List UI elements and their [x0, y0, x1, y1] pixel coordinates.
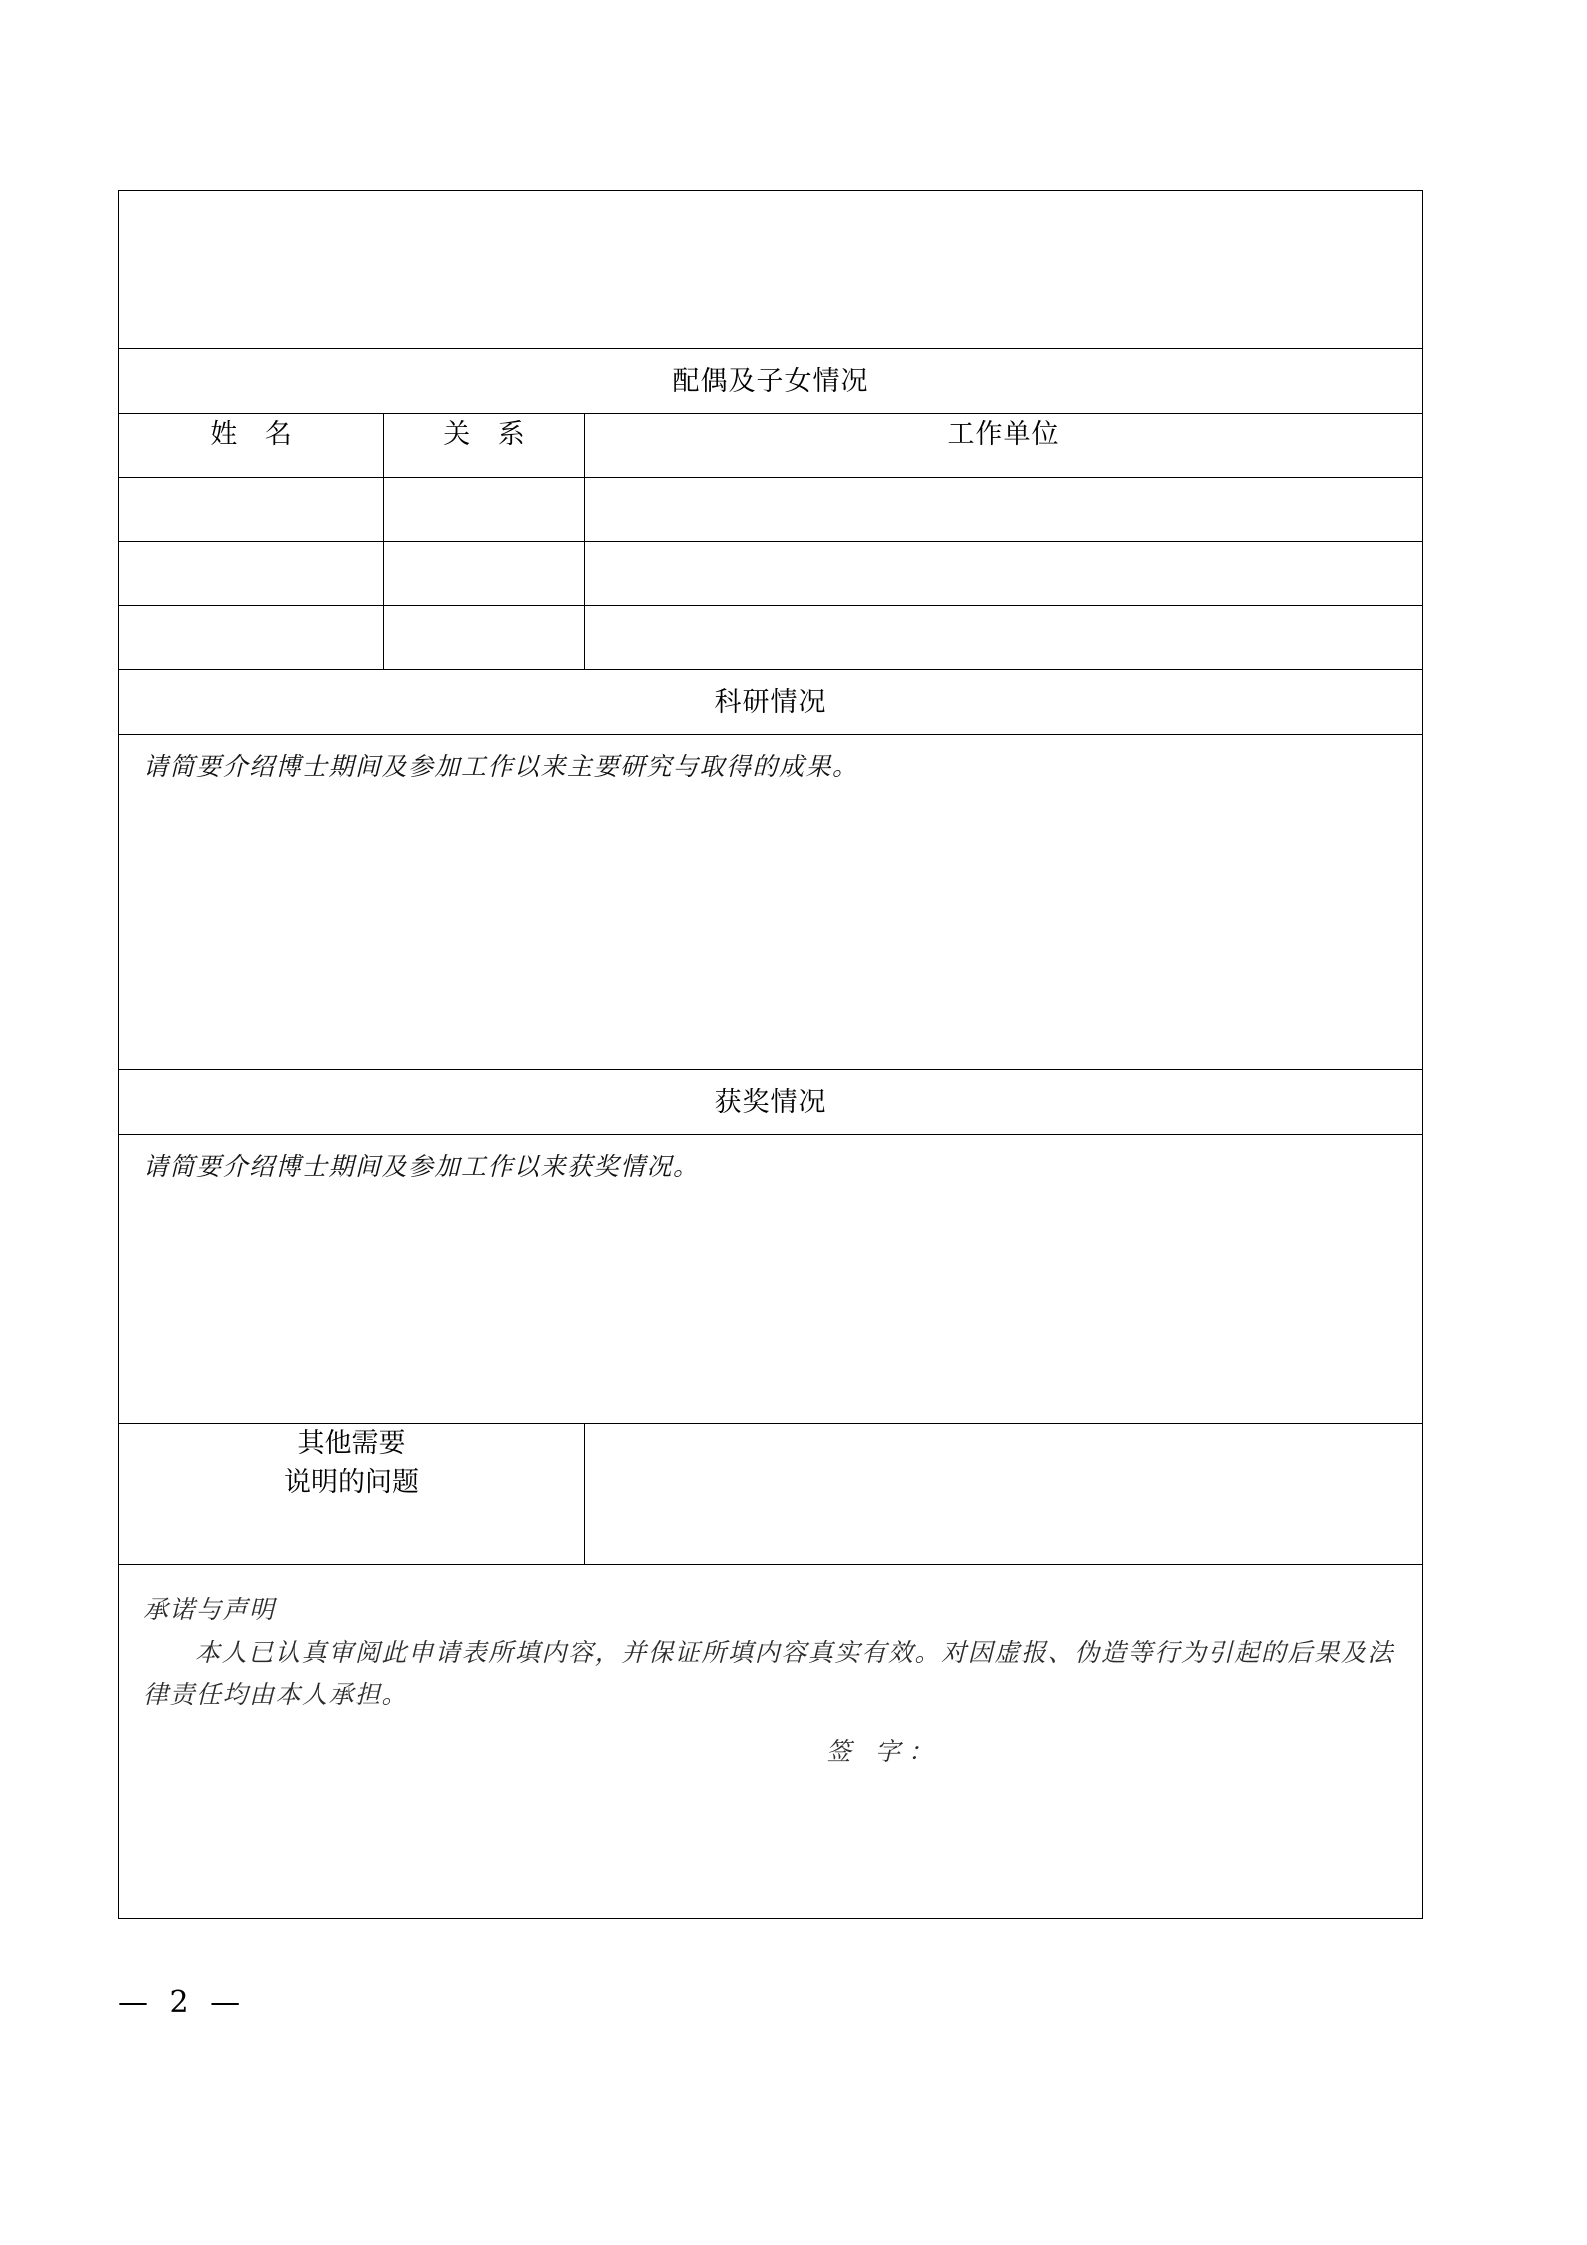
declaration-body: 本人已认真审阅此申请表所填内容，并保证所填内容真实有效。对因虚报、伪造等行为引起的后果及法律责任均由本人承担。 [143, 1638, 1395, 1709]
table-row-research-body [119, 735, 1423, 1070]
declaration-signature-label[interactable]: 签 字： [826, 1736, 941, 1766]
research-section-input[interactable] [119, 735, 1423, 1070]
declaration-block [119, 1565, 1422, 1772]
table-row [119, 606, 1423, 670]
table-row-research-title [119, 670, 1423, 735]
table-row-top-continuation [119, 191, 1423, 349]
family-column-header-relation [384, 414, 585, 478]
family-column-header-name-label: 姓 名 [210, 419, 302, 449]
family-cell-relation-2[interactable] [384, 542, 585, 606]
research-section-prompt: 请简要介绍博士期间及参加工作以来主要研究与取得的成果。 [143, 752, 859, 781]
application-form-table [118, 190, 1423, 1919]
family-cell-relation-1[interactable] [384, 478, 585, 542]
research-section-title: 科研情况 [714, 687, 827, 717]
other-section-label-cell [119, 1424, 585, 1565]
family-cell-work-unit-1[interactable] [585, 478, 1423, 542]
table-row-award-title [119, 1070, 1423, 1135]
family-column-header-work-unit-label: 工作单位 [947, 419, 1060, 449]
table-row-other [119, 1424, 1423, 1565]
family-column-header-name [119, 414, 384, 478]
family-column-header-work-unit [585, 414, 1423, 478]
top-continuation-cell[interactable] [119, 191, 1423, 349]
table-row-award-body [119, 1135, 1423, 1424]
table-row-declaration [119, 1565, 1423, 1919]
other-section-input[interactable] [585, 1424, 1423, 1565]
family-section-title: 配偶及子女情况 [672, 366, 869, 396]
declaration-title: 承诺与声明 [143, 1595, 276, 1624]
research-section-title-cell [119, 670, 1423, 735]
family-cell-work-unit-2[interactable] [585, 542, 1423, 606]
other-section-label-line2: 说明的问题 [284, 1467, 419, 1498]
family-column-header-relation-label: 关 系 [443, 419, 535, 449]
family-cell-work-unit-3[interactable] [585, 606, 1423, 670]
page-number: — 2 — [118, 1985, 247, 2020]
table-row [119, 542, 1423, 606]
family-cell-name-3[interactable] [119, 606, 384, 670]
family-cell-name-1[interactable] [119, 478, 384, 542]
family-cell-relation-3[interactable] [384, 606, 585, 670]
award-section-prompt: 请简要介绍博士期间及参加工作以来获奖情况。 [143, 1152, 700, 1181]
family-section-title-cell [119, 349, 1423, 414]
other-section-label-line1: 其他需要 [297, 1428, 406, 1458]
table-row [119, 478, 1423, 542]
award-section-title-cell [119, 1070, 1423, 1135]
table-row-family-header [119, 414, 1423, 478]
table-row-family-title [119, 349, 1423, 414]
declaration-section-cell [119, 1565, 1423, 1919]
award-section-title: 获奖情况 [714, 1087, 827, 1117]
award-section-input[interactable] [119, 1135, 1423, 1424]
family-cell-name-2[interactable] [119, 542, 384, 606]
